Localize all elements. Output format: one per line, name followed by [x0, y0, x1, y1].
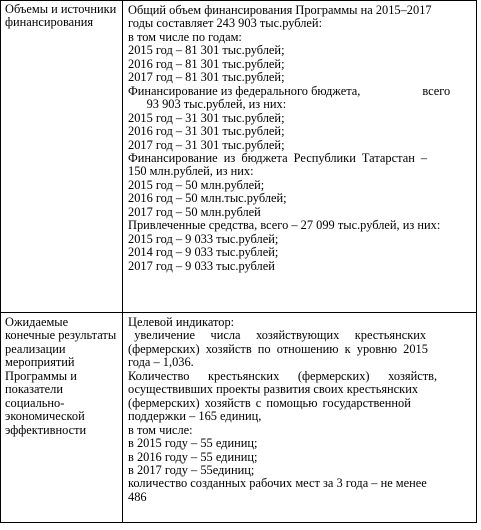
financing-text-line: 2015 год – 50 млн.рублей; [128, 177, 265, 192]
expected-results-label-line: конечные результаты [5, 328, 117, 343]
financing-row [1, 1, 477, 313]
indicator-text-line: (фермерских) хозяйств с помощью государственной [128, 395, 411, 410]
indicator-text-line: в 2016 году – 55 единиц; [128, 449, 258, 464]
financing-text-line: Привлеченные средства, всего – 27 099 тыс.рублей, из них: [128, 218, 441, 233]
expected-results-content-cell [123, 313, 477, 523]
financing-content-cell [123, 1, 477, 313]
indicator-text-line: поддержки – 165 единиц, [128, 409, 262, 424]
expected-results-label-line: экономической [5, 409, 85, 424]
financing-label-line: Объемы и источники [5, 2, 117, 16]
financing-text-line: 2017 год – 31 301 тыс.рублей; [128, 137, 285, 152]
expected-results-label-line: Ожидаемые [5, 315, 69, 329]
indicator-text-line: Количество крестьянских (фермерских) хозяйств, [128, 368, 438, 383]
financing-text-line: 2016 год – 81 301 тыс.рублей; [128, 56, 285, 71]
financing-text-line: Финансирование из бюджета Республики Татарстан – [128, 150, 428, 165]
indicator-text-line: в 2015 году – 55 единиц; [128, 436, 258, 451]
expected-results-row [1, 313, 477, 523]
financing-text-line: 2016 год – 50 млн.тыс.рублей; [128, 191, 287, 206]
financing-text-line: 2015 год – 9 033 тыс.рублей; [128, 231, 279, 246]
financing-text-line: Финансирование из федерального бюджета, всего [128, 83, 451, 98]
indicator-text-line: количество созданных рабочих мест за 3 года – не менее [128, 476, 427, 491]
financing-text-line: 2015 год – 31 301 тыс.рублей; [128, 110, 285, 125]
financing-text-line: годы составляет 243 903 тыс.рублей: [128, 16, 323, 31]
financing-text-line: 150 млн.рублей, из них: [128, 164, 254, 179]
financing-label-cell [1, 1, 123, 313]
financing-text-line: 2015 год – 81 301 тыс.рублей; [128, 43, 285, 58]
financing-text-line: в том числе по годам: [128, 29, 242, 44]
financing-text-line: 2017 год – 81 301 тыс.рублей; [128, 70, 285, 85]
expected-results-label-line: мероприятий [5, 355, 75, 370]
expected-results-label-cell [1, 313, 123, 523]
financing-text-line: 93 903 тыс.рублей, из них: [128, 97, 287, 112]
expected-results-label-line: реализации [5, 341, 66, 356]
indicator-text-line: года – 1,036. [128, 355, 194, 370]
financing-text-line: Общий объем финансирования Программы на 2015–2017 [128, 3, 432, 17]
expected-results-label-line: социально- [5, 395, 65, 410]
indicator-text-line: осуществивших проекты развития своих крестьянских [128, 382, 419, 397]
financing-label-line: финансирования [5, 15, 94, 30]
indicator-text-line: в том числе: [128, 422, 193, 437]
indicator-text-line: (фермерских) хозяйств по отношению к уровню 2015 [128, 341, 428, 356]
indicator-text-line: увеличение числа хозяйствующих крестьянских [128, 328, 427, 343]
expected-results-label-line: Программы и [5, 368, 77, 383]
financing-text-line: 2014 год – 9 033 тыс.рублей; [128, 245, 279, 260]
indicator-text-line: в 2017 году – 55единиц; [128, 462, 255, 477]
financing-text-line: 2017 год – 50 млн.рублей [128, 204, 261, 219]
financing-text-line: 2017 год – 9 033 тыс.рублей [128, 258, 275, 273]
financing-text-line: 2016 год – 31 301 тыс.рублей; [128, 124, 285, 139]
expected-results-label-line: показатели [5, 382, 63, 397]
indicator-text-line: 486 [128, 489, 147, 504]
indicator-text-line: Целевой индикатор: [128, 315, 235, 329]
expected-results-label-line: эффективности [5, 422, 87, 437]
